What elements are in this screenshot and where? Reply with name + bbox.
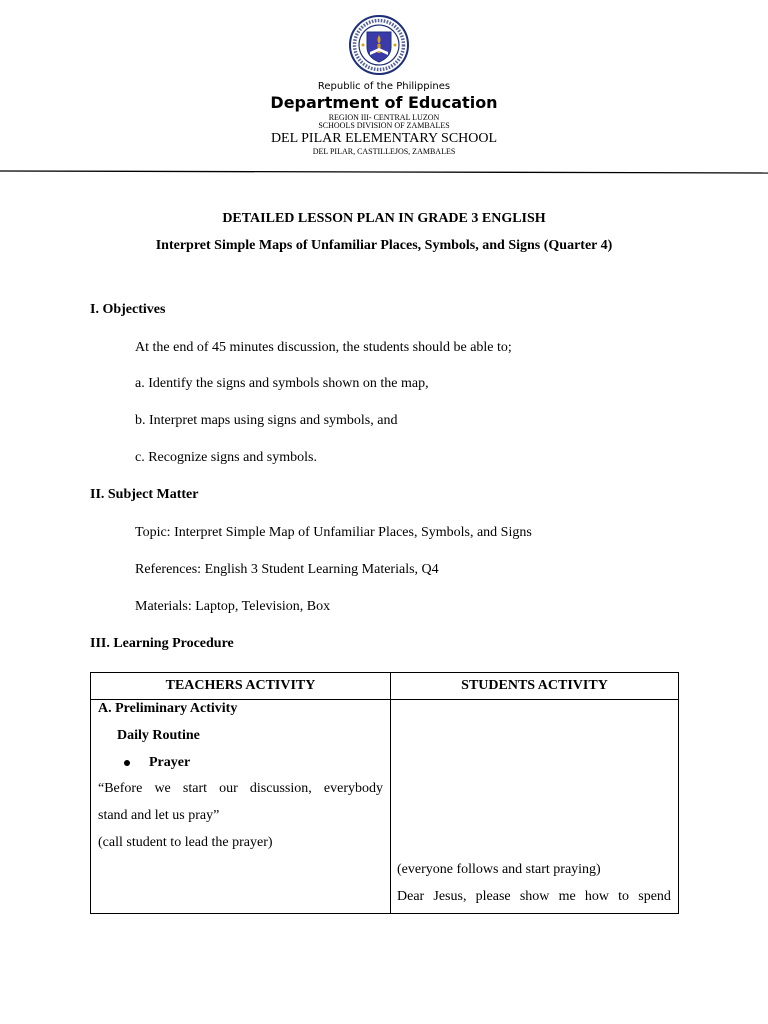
student-activity-cell (391, 700, 679, 914)
objective-item: c. Recognize signs and symbols. (135, 450, 317, 465)
plan-title: DETAILED LESSON PLAN IN GRADE 3 ENGLISH (222, 211, 546, 226)
prayer-word: show (519, 889, 550, 904)
prayer-word: please (475, 889, 511, 904)
daily-routine-label: Daily Routine (117, 728, 200, 743)
subject-matter-heading: II. Subject Matter (90, 487, 199, 502)
teachers-activity-header: TEACHERS ACTIVITY (91, 673, 391, 700)
prayer-word: Dear (397, 889, 425, 904)
quote-word: discussion, (249, 781, 312, 796)
student-response: (everyone follows and start praying) (397, 862, 601, 877)
prayer-bullet-item (124, 754, 190, 772)
materials-line: Materials: Laptop, Television, Box (135, 599, 331, 614)
objectives-intro: At the end of 45 minutes discussion, the students should be able to; (135, 340, 512, 355)
table-header-row (91, 673, 679, 700)
republic-line: Republic of the Philippines (317, 81, 451, 92)
division-line: SCHOOLS DIVISION OF ZAMBALES (318, 121, 450, 130)
prayer-word: to (618, 889, 630, 904)
teacher-instruction: (call student to lead the prayer) (98, 835, 273, 850)
teacher-quote-continuation: stand and let us pray” (98, 808, 220, 823)
objectives-heading: I. Objectives (90, 302, 166, 317)
prayer-word: spend (638, 889, 671, 904)
prayer-label: Prayer (149, 755, 191, 770)
prayer-word: Jesus, (433, 889, 467, 904)
quote-word: start (182, 781, 207, 796)
topic-line: Topic: Interpret Simple Map of Unfamiliar Places, Symbols, and Signs (135, 525, 532, 540)
preliminary-activity-label: A. Preliminary Activity (98, 701, 238, 716)
school-name: DEL PILAR ELEMENTARY SCHOOL (270, 131, 498, 146)
teacher-quote-line (98, 780, 383, 798)
objective-item: b. Interpret maps using signs and symbols, and (135, 413, 398, 428)
quote-word: everybody (323, 781, 383, 796)
department-name: Department of Education (270, 93, 498, 112)
objective-item: a. Identify the signs and symbols shown on the map, (135, 376, 429, 391)
references-line: References: English 3 Student Learning Materials, Q4 (135, 562, 439, 577)
quote-word: we (154, 781, 171, 796)
prayer-word: me (558, 889, 576, 904)
header-divider (0, 170, 768, 174)
school-address: DEL PILAR, CASTILLEJOS, ZAMBALES (312, 147, 456, 156)
activity-table (90, 672, 679, 914)
bullet-icon (124, 760, 130, 766)
teacher-activity-cell (91, 700, 391, 914)
region-line: REGION III- CENTRAL LUZON (328, 113, 440, 122)
plan-subtitle: Interpret Simple Maps of Unfamiliar Places, Symbols, and Signs (Quarter 4) (155, 238, 613, 253)
quote-word: our (219, 781, 238, 796)
deped-seal-icon (339, 15, 419, 75)
deped-seal (339, 15, 419, 75)
quote-word: “Before (98, 781, 143, 796)
procedure-heading: III. Learning Procedure (90, 636, 234, 651)
table-row (91, 700, 679, 914)
students-activity-header: STUDENTS ACTIVITY (391, 673, 679, 700)
student-prayer-line (397, 888, 671, 906)
prayer-word: how (584, 889, 609, 904)
